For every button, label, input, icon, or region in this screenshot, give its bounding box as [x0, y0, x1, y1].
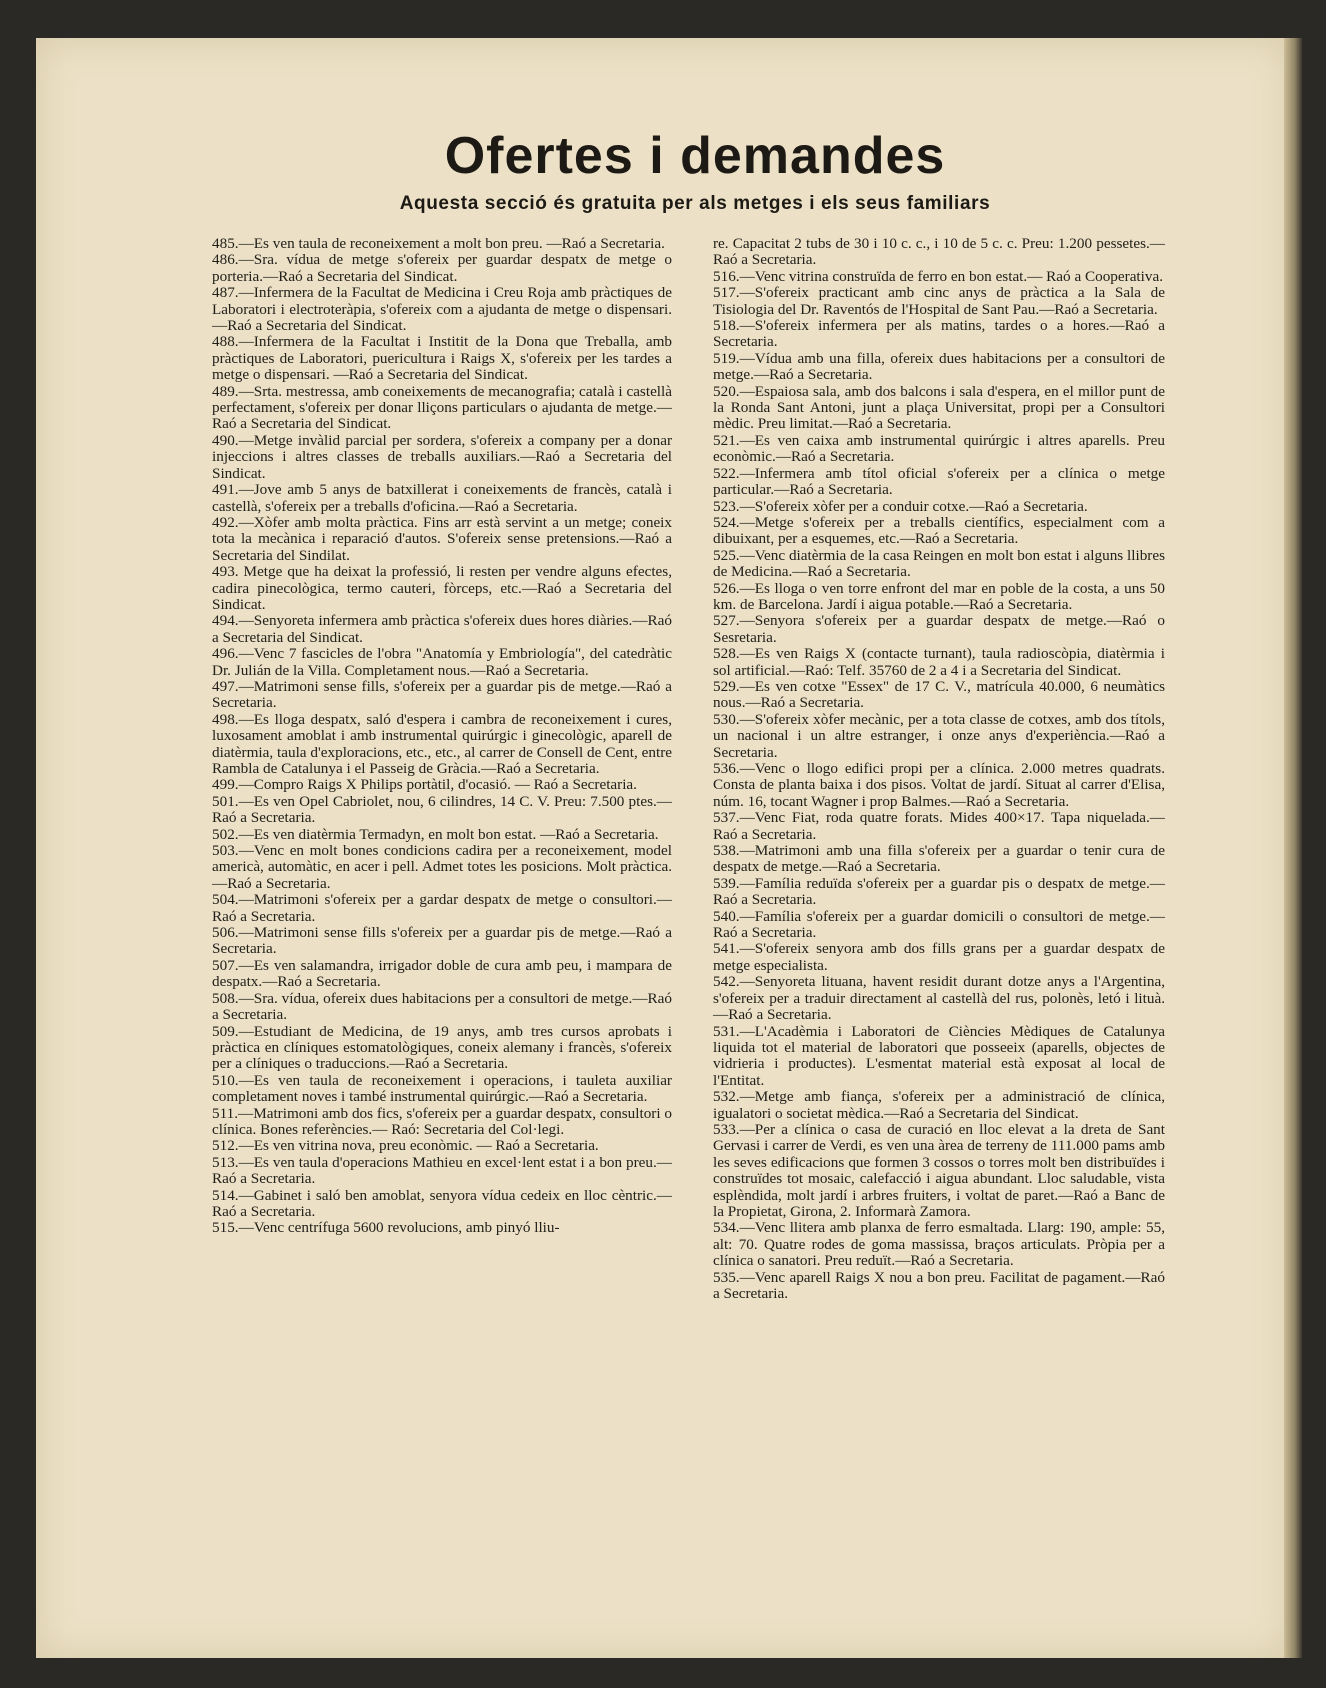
classified-ad: 542.—Senyoreta lituana, havent residit durant dotze anys a l'Argentina, s'ofereix per a traduir directament al castellà del rus, polonès, letó i lituà.—Raó a Secretaria.: [713, 973, 1165, 1024]
classified-ad: 490.—Metge invàlid parcial per sordera, s'ofereix a company per a donar injeccions i altres classes de treballs auxiliars.—Raó a Secretaria del Sindicat.: [212, 431, 672, 482]
classified-ad: 532.—Metge amb fiança, s'ofereix per a administració de clínica, igualatori o societat mèdica.—Raó a Secretaria del Sindicat.: [713, 1088, 1165, 1122]
classified-ad: 528.—Es ven Raigs X (contacte turnant), taula radioscòpia, diatèrmia i sol artificial.—Raó: Telf. 35760 de 2 a 4 i a Secretaria del Sindicat.: [713, 645, 1165, 679]
classified-ad: 530.—S'ofereix xòfer mecànic, per a tota classe de cotxes, amb dos títols, un nacional i un altre estranger, i onze anys d'experiència.—Raó a Secretaria.: [713, 710, 1165, 761]
classified-ad: 487.—Infermera de la Facultat de Medicina i Creu Roja amb pràctiques de Laboratori i electroteràpia, s'ofereix com a ajudanta de metge o dispensari.—Raó a Secretaria del Sindicat.: [212, 284, 672, 335]
page-title: Ofertes i demandes: [444, 127, 946, 185]
classified-ad: 537.—Venc Fiat, roda quatre forats. Mides 400×17. Tapa niquelada.—Raó a Secretaria.: [713, 809, 1165, 843]
classified-ad: 499.—Compro Raigs X Philips portàtil, d'ocasió. — Raó a Secretaria.: [212, 776, 637, 794]
classified-ad: 523.—S'ofereix xòfer per a conduir cotxe.—Raó a Secretaria.: [713, 497, 1088, 515]
classified-ad: 508.—Sra. vídua, ofereix dues habitacions per a consultori de metge.—Raó a Secretaria.: [212, 989, 672, 1024]
classified-ad: 516.—Venc vitrina construïda de ferro en bon estat.— Raó a Cooperativa.: [713, 267, 1164, 285]
classified-ad: 501.—Es ven Opel Cabriolet, nou, 6 cilindres, 14 C. V. Preu: 7.500 ptes.—Raó a Secretaria.: [212, 792, 672, 827]
classified-ad: 538.—Matrimoni amb una filla s'ofereix per a guardar o tenir cura de despatx de metge.—Raó a Secretaria.: [713, 842, 1165, 876]
book-spine: [1284, 38, 1302, 1658]
classified-ad: 494.—Senyoreta infermera amb pràctica s'ofereix dues hores diàries.—Raó a Secretaria del Sindicat.: [212, 612, 672, 646]
classified-ad: 507.—Es ven salamandra, irrigador doble de cura amb peu, i mampara de despatx.—Raó a Secretaria.: [212, 956, 672, 991]
classified-ad: 522.—Infermera amb títol oficial s'ofereix per a clínica o metge particular.—Raó a Secretaria.: [713, 464, 1165, 499]
classified-ad: 486.—Sra. vídua de metge s'ofereix per guardar despatx de metge o porteria.—Raó a Secretaria del Sindicat.: [212, 251, 672, 285]
classified-ad: 493. Metge que ha deixat la professió, li resten per vendre alguns efectes, cadira pinecològica, termo cauteri, fòrceps, etc.—Raó a Secretaria del Sindicat.: [212, 563, 672, 613]
page-subtitle: Aquesta secció és gratuita per als metges i els seus familiars: [399, 193, 991, 214]
classified-ad: 531.—L'Acadèmia i Laboratori de Ciències Mèdiques de Catalunya liquida tot el material de laboratori que posseeix (aparells, objectes de vidrieria i productes). L'esmentat material està exposat al local de l'Entitat.: [713, 1022, 1165, 1089]
classified-ad: 492.—Xòfer amb molta pràctica. Fins arr està servint a un metge; coneix tota la mecànica i reparació d'autos. S'ofereix sense pretensions.—Raó a Secretaria del Sindilat.: [212, 513, 672, 564]
classified-ad: 526.—Es lloga o ven torre enfront del mar en poble de la costa, a uns 50 km. de Barcelona. Jardí i aigua potable.—Raó a Secretaria.: [713, 579, 1165, 613]
classified-ad: 540.—Família s'ofereix per a guardar domicili o consultori de metge.—Raó a Secretaria.: [713, 907, 1165, 942]
classified-ad: 512.—Es ven vitrina nova, preu econòmic. — Raó a Secretaria.: [212, 1137, 599, 1155]
classified-ad: 503.—Venc en molt bones condicions cadira per a reconeixement, model americà, automàtic, en acer i pell. Admet totes les posicions. Molt pràctica.—Raó a Secretaria.: [212, 842, 672, 892]
ads-column-left: [212, 236, 672, 1237]
classified-ad: 514.—Gabinet i saló ben amoblat, senyora vídua cedeix en lloc cèntric.—Raó a Secretaria.: [212, 1186, 672, 1220]
classified-ad: 511.—Matrimoni amb dos fics, s'ofereix per a guardar despatx, consultori o clínica. Bones referències.— Raó: Secretaria del Col·legi.: [212, 1104, 672, 1138]
classified-ad: 529.—Es ven cotxe "Essex" de 17 C. V., matrícula 40.000, 6 neumàtics nous.—Raó a Secretaria.: [713, 677, 1165, 712]
classified-ad: 520.—Espaiosa sala, amb dos balcons i sala d'espera, en el millor punt de la Ronda Sant Antoni, junt a plaça Universitat, propi per a Consultori mèdic. Preu limitat.—Raó a Secretaria.: [713, 382, 1165, 433]
classified-ad: 535.—Venc aparell Raigs X nou a bon preu. Facilitat de pagament.—Raó a Secretaria.: [713, 1268, 1165, 1302]
classified-ad: 504.—Matrimoni s'ofereix per a gardar despatx de metge o consultori.—Raó a Secretaria.: [212, 891, 672, 925]
classified-ad: 541.—S'ofereix senyora amb dos fills grans per a guardar despatx de metge especialista.: [713, 940, 1165, 974]
classified-ad: 518.—S'ofereix infermera per als matins, tardes o a hores.—Raó a Secretaria.: [713, 317, 1165, 351]
classified-ad: 496.—Venc 7 fascicles de l'obra "Anatomía y Embriología", del catedràtic Dr. Julián de la Villa. Completament nous.—Raó a Secretaria.: [212, 645, 672, 679]
classified-ad: 524.—Metge s'ofereix per a treballs científics, especialment com a dibuixant, per a esquemes, etc.—Raó a Secretaria.: [713, 513, 1165, 548]
classified-ad: 498.—Es lloga despatx, saló d'espera i cambra de reconeixement i cures, luxosament amoblat i amb instrumental quirúrgic i ginecològic, aparell de diatèrmia, taula d'exploracions, etc., etc., al carrer de Consell de Cent, entre Rambla de Catalunya i el Passeig de Gràcia.—Raó a Secretaria.: [212, 710, 672, 777]
classified-ad: 509.—Estudiant de Medicina, de 19 anys, amb tres cursos aprobats i pràctica en clíniques estomatològiques, coneix alemany i francès, s'ofereix per a clíniques o traduccions.—Raó a Secretaria.: [212, 1022, 672, 1073]
classified-ad: 491.—Jove amb 5 anys de batxillerat i coneixements de francès, català i castellà, s'ofereix per a treballs d'oficina.—Raó a Secretaria.: [212, 481, 672, 515]
classified-ad: 525.—Venc diatèrmia de la casa Reingen en molt bon estat i alguns llibres de Medicina.—Raó a Secretaria.: [713, 546, 1165, 581]
classified-ad: 510.—Es ven taula de reconeixement i operacions, i tauleta auxiliar completament noves i també instrumental quirúrgic.—Raó a Secretaria.: [212, 1071, 672, 1106]
classified-ad: 506.—Matrimoni sense fills s'ofereix per a guardar pis de metge.—Raó a Secretaria.: [212, 924, 672, 958]
classified-ad: 517.—S'ofereix practicant amb cinc anys de pràctica a la Sala de Tisiologia del Dr. Raventós de l'Hospital de Sant Pau.—Raó a Secretaria.: [713, 284, 1165, 318]
classified-ad: 502.—Es ven diatèrmia Termadyn, en molt bon estat. —Raó a Secretaria.: [212, 825, 659, 843]
classified-ad: re. Capacitat 2 tubs de 30 i 10 c. c., i 10 de 5 c. c. Preu: 1.200 pessetes.—Raó a Secretaria.: [713, 235, 1165, 269]
classified-ad: 539.—Família reduïda s'ofereix per a guardar pis o despatx de metge.—Raó a Secretaria.: [713, 874, 1165, 909]
classified-ad: 519.—Vídua amb una filla, ofereix dues habitacions per a consultori de metge.—Raó a Secretaria.: [713, 349, 1165, 384]
classified-ad: 489.—Srta. mestressa, amb coneixements de mecanografia; català i castellà perfectament, s'ofereix per donar lliçons particulars o ajudanta de metge.—Raó a Secretaria del Sindicat.: [212, 382, 672, 433]
classified-ad: 534.—Venc llitera amb planxa de ferro esmaltada. Llarg: 190, ample: 55, alt: 70. Quatre rodes de goma massissa, braços articulats. Pròpia per a clínica o sanatori. Preu reduït.—Raó a Secretaria.: [713, 1219, 1165, 1270]
classified-ad: 521.—Es ven caixa amb instrumental quirúrgic i altres aparells. Preu econòmic.—Raó a Secretaria.: [713, 431, 1165, 466]
classified-ad: 497.—Matrimoni sense fills, s'ofereix per a guardar pis de metge.—Raó a Secretaria.: [212, 677, 672, 712]
classified-ad: 515.—Venc centrífuga 5600 revolucions, amb pinyó lliu-: [212, 1219, 560, 1237]
classified-ad: 533.—Per a clínica o casa de curació en lloc elevat a la dreta de Sant Gervasi i carrer de Verdi, es ven una àrea de terreny de 111.000 pams amb les seves edificacions que formen 3 cossos o torres molt ben distribuïdes i construïdes tot mosaic, calefacció i aigua abundant. Lloc saludable, vista esplèndida, molt jardí i arbres fruiters, i voltat de paret.—Raó a Banc de la Propietat, Girona, 2. Informarà Zamora.: [713, 1120, 1165, 1220]
classified-ad: 536.—Venc o llogo edifici propi per a clínica. 2.000 metres quadrats. Consta de planta baixa i dos pisos. Voltat de jardí. Situat al carrer d'Elisa, núm. 16, tocant Wagner i prop Balmes.—Raó a Secretaria.: [713, 760, 1165, 810]
classified-ad: 485.—Es ven taula de reconeixement a molt bon preu. —Raó a Secretaria.: [212, 235, 665, 252]
classified-ad: 527.—Senyora s'ofereix per a guardar despatx de metge.—Raó o Sesretaria.: [713, 612, 1165, 646]
ads-column-right: [713, 236, 1165, 1302]
classified-ad: 513.—Es ven taula d'operacions Mathieu en excel·lent estat i a bon preu.—Raó a Secretaria.: [212, 1153, 672, 1188]
classified-ad: 488.—Infermera de la Facultat i Institit de la Dona que Treballa, amb pràctiques de Laboratori, puericultura i Raigs X, s'ofereix per les tardes a metge o dispensari. —Raó a Secretaria del Sindicat.: [212, 333, 672, 384]
